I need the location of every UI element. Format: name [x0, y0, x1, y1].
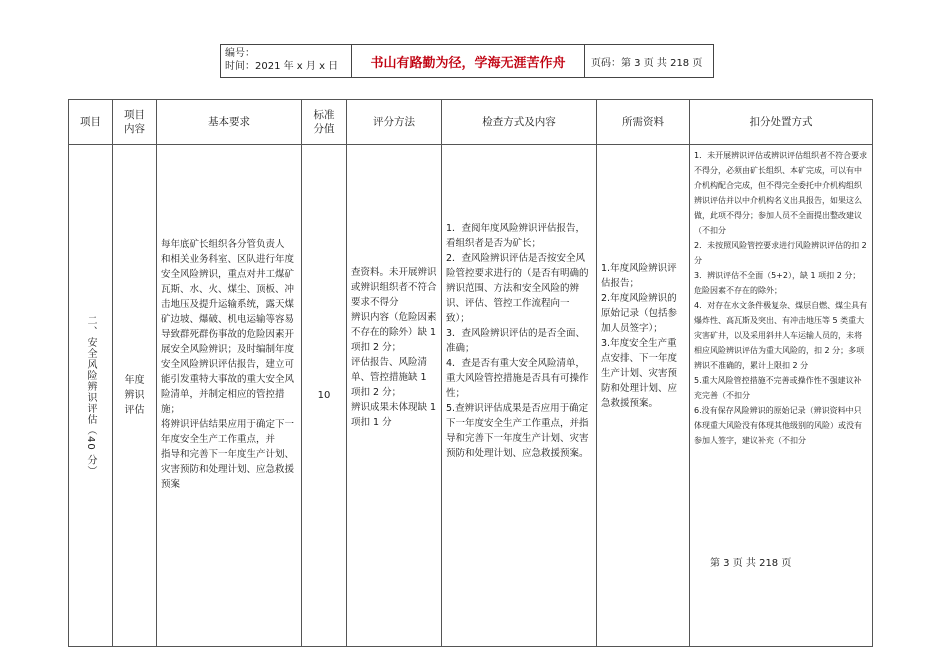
header-method: 评分方法 [347, 100, 442, 145]
cell-materials: 1.年度风险辨识评估报告； 2.年度风险辨识的原始记录（包括参加人员签字）； 3.年度安全生产重点安排、下一年度生产计划、灾害预防和处理计划、应急救援预案。 [597, 145, 690, 647]
header-materials: 所需资料 [597, 100, 690, 145]
page-label: 页码：第 3 页 共 218 页 [591, 57, 703, 69]
cell-method: 查资料。未开展辨识或辨识组织者不符合要求不得分 辨识内容（危险因素不存在的除外）缺 1 项扣 2 分； 评估报告、风险清单、管控措施缺 1 项扣 2 分； 辨识成果未体现缺 1 项扣 1 分 [347, 145, 442, 647]
project-text: 二、安全风险辨识评估（40 分） [85, 314, 96, 477]
cell-content: 年度 辨识 评估 [113, 145, 157, 647]
header-standard: 标准 分值 [302, 100, 347, 145]
header-deduction: 扣分处置方式 [690, 100, 873, 145]
header-content: 项目 内容 [113, 100, 157, 145]
cell-score: 10 [302, 145, 347, 647]
table-row [69, 145, 873, 647]
time-label: 时间：2021 年 x 月 x 日 [225, 61, 339, 72]
motto: 书山有路勤为径，学海无涯苦作舟 [352, 45, 585, 77]
header-project: 项目 [69, 100, 113, 145]
cell-requirements: 每年底矿长组织各分管负责人 和相关业务科室、区队进行年度安全风险辨识，重点对井工煤矿瓦斯、水、火、煤尘、顶板、冲击地压及提升运输系统，露天煤矿边坡、爆破、机电运输等容易导致群死群伤事故的危险因素开展安全风险辨识；及时编制年度安全风险辨识评估报告，建立可能引发重特大事故的重大安全风险清单，并制定相应的管控措施； 将辨识评估结果应用于确定下一年度安全生产工作重点，并 指导和完善下一年度生产计划、灾害预防和处理计划、应急救援预案 [157, 145, 302, 647]
cell-deduction: 1．未开展辨识评估或辨识评估组织者不符合要求不得分，必须由矿长组织、本矿完成，可以有中介机构配合完成，但不得完全委托中介机构组织辨识评估并以中介机构名义出具报告，如果这么做，此项不得分；参加人员不全面提出整改建议（不扣分 2．未按照风险管控要求进行风险辨识评估的扣 2 分 3．辨识评估不全面（5+2），缺 1 项扣 2 分；危险因素不存在的除外； 4．对存在水文条件极复杂、煤层自燃、煤尘具有爆炸性、高瓦斯及突出、有冲击地压等 5 类重大灾害矿井，以及采用斜井人车运输人员的，未将相应风险辨识评估为重大风险的，扣 2 分；多项辨识不准确的，累计上限扣 2 分 5.重大风险管控措施不完善或操作性不强建议补充完善（不扣分 6.没有保存风险辨识的原始记录（辨识资料中只体现重大风险没有体现其他级别的风险）或没有参加人签字，建议补充（不扣分 [690, 145, 873, 647]
cell-inspection: 1．查阅年度风险辨识评估报告，看组织者是否为矿长； 2．查风险辨识评估是否按安全风险管控要求进行的（是否有明确的辨识范围、方法和安全风险的辨识、评估、管控工作流程向一致）； 3．查风险辨识评估的是否全面、准确； 4．查是否有重大安全风险清单，重大风险管控措施是否具有可操作性； 5.查辨识评估成果是否应用于确定下一年度安全生产工作重点，并指导和完善下一年度生产计划、灾害预防和处理计划、应急救援预案。 [442, 145, 597, 647]
header-inspection: 检查方式及内容 [442, 100, 597, 145]
page-header [220, 44, 714, 78]
table-header-row [69, 100, 873, 145]
code-label: 编号： [225, 48, 255, 59]
cell-project [69, 145, 113, 647]
page-footer: 第 3 页 共 218 页 [710, 558, 792, 569]
header-meta [221, 45, 352, 77]
header-requirements: 基本要求 [157, 100, 302, 145]
